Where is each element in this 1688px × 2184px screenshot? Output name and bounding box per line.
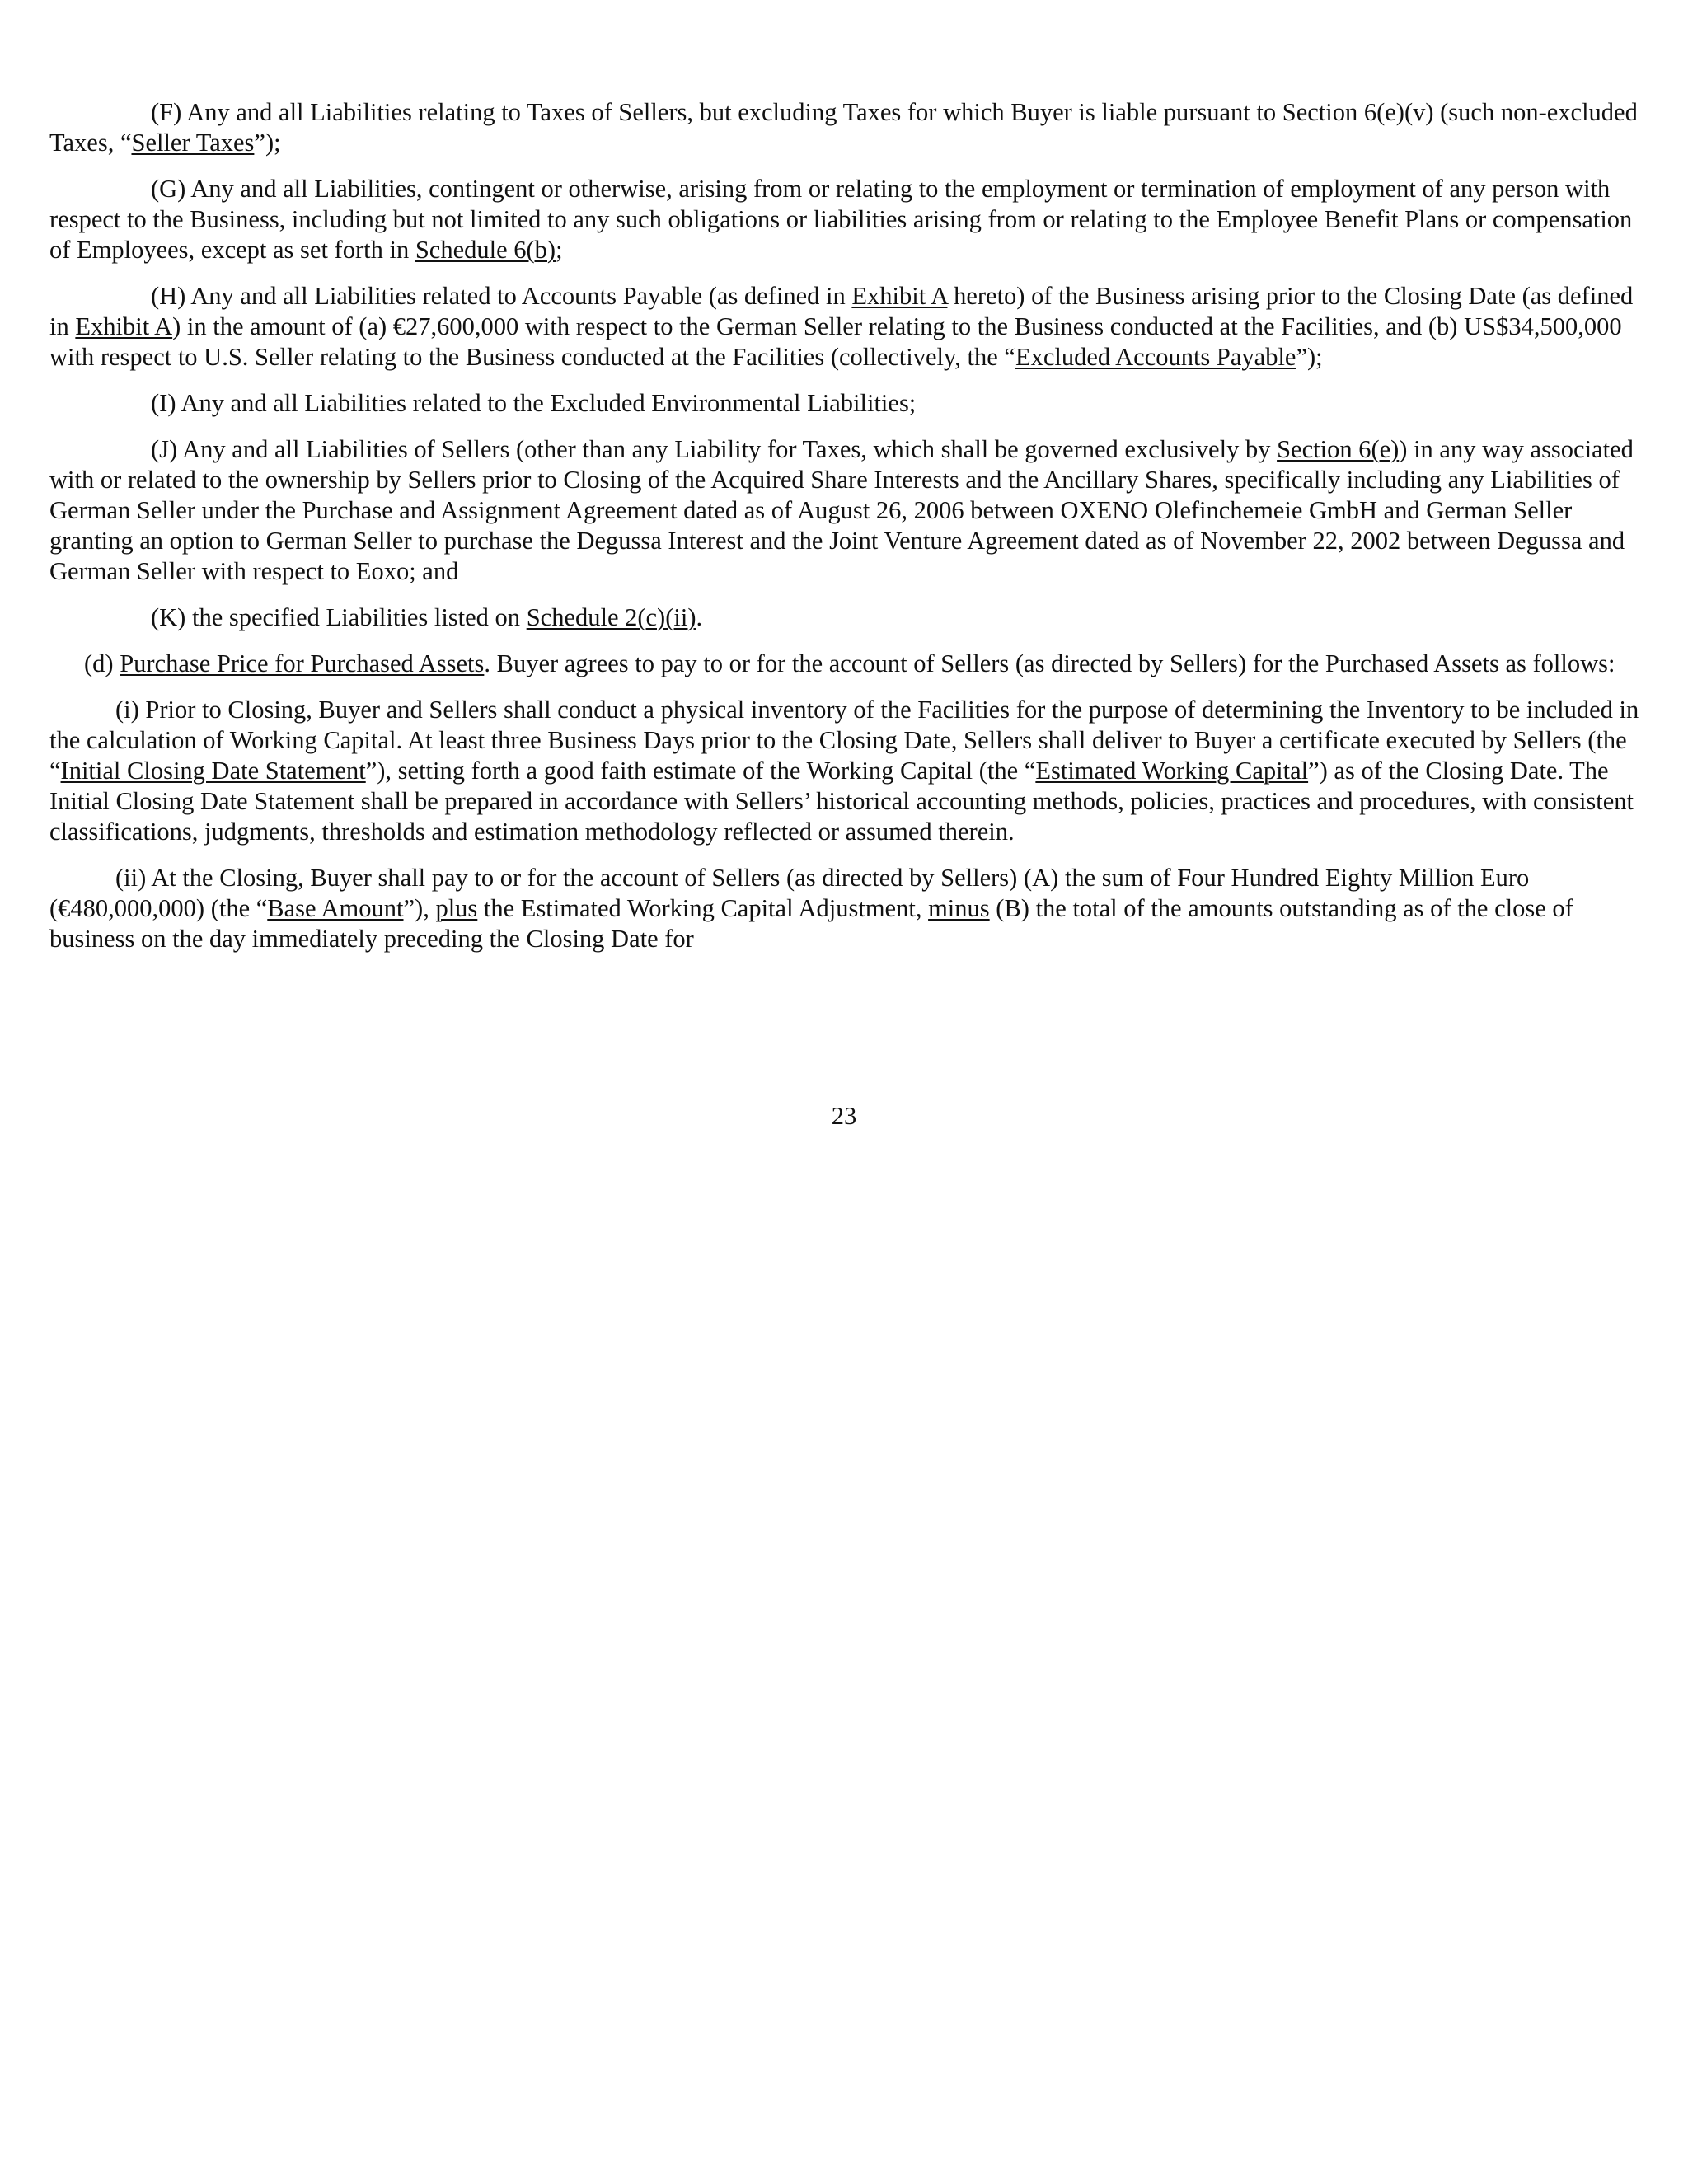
defined-term: Section 6(e) <box>1277 435 1400 463</box>
text-run: (I) Any and all Liabilities related to the Excluded Environmental Liabilities; <box>151 389 917 417</box>
defined-term: Initial Closing Date Statement <box>60 757 366 785</box>
text-run: ”); <box>1296 343 1323 371</box>
defined-term: Excluded Accounts Payable <box>1015 343 1296 371</box>
text-run: . Buyer agrees to pay to or for the account of Sellers (as directed by Sellers) for the Purchased Assets as follows: <box>484 649 1615 677</box>
text-run: (B) the total of the amounts outstanding as of the close of business on the day immediately preceding the Closing Date for <box>49 894 1573 953</box>
paragraph <box>49 863 1640 954</box>
paragraph <box>49 388 1640 419</box>
text-run: (F) Any and all Liabilities relating to Taxes of Sellers, but excluding Taxes for which Buyer is liable pursuant to Section 6(e)(v) (such non-excluded Taxes, “ <box>49 98 1638 157</box>
paragraph <box>49 97 1640 158</box>
text-run: ; <box>556 236 563 264</box>
defined-term: Exhibit A <box>75 312 173 340</box>
document-page <box>49 97 1640 970</box>
paragraph <box>49 174 1640 265</box>
text-run: (ii) At the Closing, Buyer shall pay to or for the account of Sellers (as directed by Sellers) (A) the sum of Four Hundred Eighty Million Euro (€480,000,000) (the “ <box>49 864 1530 922</box>
paragraph <box>49 434 1640 587</box>
page-number: 23 <box>831 1102 857 1130</box>
defined-term: Base Amount <box>267 894 404 922</box>
defined-term: plus <box>435 894 478 922</box>
text-run: (d) <box>84 649 120 677</box>
defined-term: Seller Taxes <box>131 129 255 157</box>
paragraph <box>49 695 1640 847</box>
text-run: ”); <box>254 129 281 157</box>
text-run: ) in the amount of (a) €27,600,000 with respect to the German Seller relating to the Business conducted at the Facilities, and (b) US$34,500,000 with respect to U.S. Seller relating to the Business conducted at the Facilities (collectively, the “ <box>49 312 1622 371</box>
text-run: . <box>696 603 703 631</box>
text-run: ”), setting forth a good faith estimate of the Working Capital (the “ <box>365 757 1036 785</box>
defined-term: Exhibit A <box>851 282 948 310</box>
defined-term: minus <box>928 894 990 922</box>
text-run: (J) Any and all Liabilities of Sellers (other than any Liability for Taxes, which shall be governed exclusively by <box>151 435 1278 463</box>
text-run: (H) Any and all Liabilities related to Accounts Payable (as defined in <box>151 282 852 310</box>
text-run: hereto) of the Business arising prior to the Closing Date (as defined in <box>49 282 1634 340</box>
paragraph <box>49 281 1640 373</box>
defined-term: Purchase Price for Purchased Assets <box>120 649 485 677</box>
text-run: (K) the specified Liabilities listed on <box>151 603 527 631</box>
text-run: the Estimated Working Capital Adjustment, <box>477 894 929 922</box>
document-body <box>49 97 1640 954</box>
defined-term: Estimated Working Capital <box>1035 757 1309 785</box>
text-run: ) in any way associated with or related to the ownership by Sellers prior to Closing of the Acquired Share Interests and the Ancillary Shares, specifically including any Liabilities of German Seller under the Purchase and Assignment Agreement dated as of August 26, 2006 between OXENO Olefinchemeie GmbH and German Seller granting an option to German Seller to purchase the Degussa Interest and the Joint Venture Agreement dated as of November 22, 2002 between Degussa and German Seller with respect to Eoxo; and <box>49 435 1634 585</box>
paragraph <box>49 649 1640 679</box>
defined-term: Schedule 6(b) <box>415 236 556 264</box>
text-run: ”), <box>403 894 436 922</box>
defined-term: Schedule 2(c)(ii) <box>526 603 696 631</box>
text-run: (G) Any and all Liabilities, contingent or otherwise, arising from or relating to the employment or termination of employment of any person with respect to the Business, including but not limited to any such obligations or liabilities arising from or relating to the Employee Benefit Plans or compensation of Employees, except as set forth in <box>49 175 1633 264</box>
text-run: ”) as of the Closing Date. The Initial Closing Date Statement shall be prepared in accordance with Sellers’ historical accounting methods, policies, practices and procedures, with consistent classifications, judgments, thresholds and estimation methodology reflected or assumed therein. <box>49 757 1634 846</box>
paragraph <box>49 602 1640 633</box>
text-run: (i) Prior to Closing, Buyer and Sellers shall conduct a physical inventory of the Facilities for the purpose of determining the Inventory to be included in the calculation of Working Capital. At least three Business Days prior to the Closing Date, Sellers shall deliver to Buyer a certificate executed by Sellers (the “ <box>49 696 1639 785</box>
